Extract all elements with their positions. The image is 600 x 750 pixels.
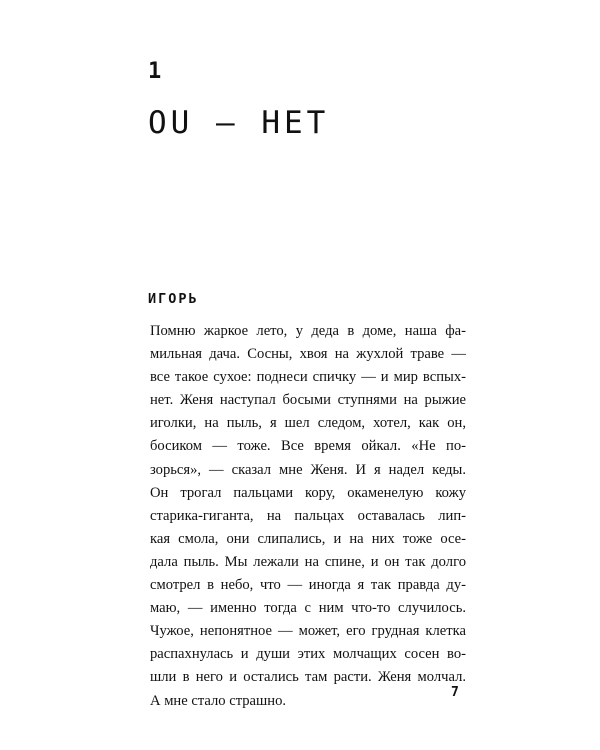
body-line: Он трогал пальцами кору, окаменелую кожу: [150, 484, 466, 501]
body-line: мильная дача. Сосны, хвоя на жухлой траве —: [150, 346, 466, 363]
body-line: распахнулась и души этих молчащих сосен во-: [150, 646, 466, 663]
body-line: старика-гиганта, на пальцах оставалась лип-: [150, 507, 466, 524]
body-line: иголки, на пыль, я шел следом, хотел, как он,: [150, 415, 466, 432]
chapter-title: OU — НЕТ: [148, 105, 330, 141]
body-line: зорься», — сказал мне Женя. И я надел кеды.: [150, 461, 466, 478]
page-number: 7: [451, 685, 459, 700]
body-line: дала пыль. Мы лежали на спине, и он так долго: [150, 553, 466, 570]
body-line: А мне стало страшно.: [150, 692, 287, 709]
body-paragraph: [150, 320, 466, 713]
body-line: нет. Женя наступал босыми ступнями на рыжие: [150, 392, 466, 409]
body-line: кая смола, они слипались, и на них тоже осе-: [150, 530, 466, 547]
chapter-number: 1: [148, 59, 162, 84]
body-line: шли в него и остались там расти. Женя молчал.: [150, 669, 466, 686]
body-line: Чужое, непонятное — может, его грудная клетка: [150, 623, 466, 640]
body-line: маю, — именно тогда с ним что-то случилось.: [150, 600, 466, 617]
body-line: Помню жаркое лето, у деда в доме, наша фа-: [150, 323, 466, 339]
section-heading: ИГОРЬ: [148, 291, 199, 307]
body-line: смотрел в небо, что — иногда я так правда ду-: [150, 577, 466, 594]
body-line: все такое сухое: поднеси спичку — и мир вспых-: [150, 369, 466, 386]
body-line: босиком — тоже. Все время ойкал. «Не по-: [150, 438, 466, 455]
